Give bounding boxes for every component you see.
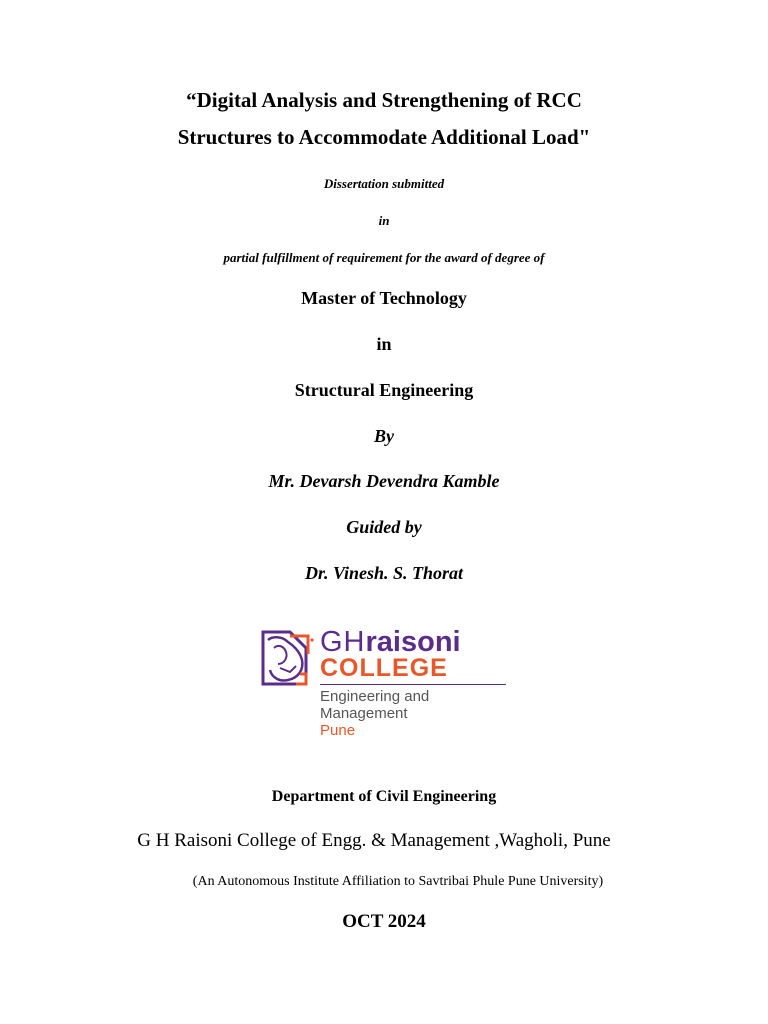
- degree-in: in: [376, 334, 392, 354]
- logo-gh: GH: [320, 626, 366, 658]
- submission-line-2: in: [378, 213, 390, 228]
- college-name: G H Raisoni College of Engg. & Management ,Wagholi, Pune: [137, 830, 611, 851]
- author-name: Mr. Devarsh Devendra Kamble: [268, 471, 500, 491]
- author-by: By: [374, 426, 394, 446]
- submission-line-3: partial fulfillment of requirement for the award of degree of: [223, 250, 545, 265]
- degree-name: Master of Technology: [301, 288, 467, 308]
- title-line-2: Structures to Accommodate Additional Load": [177, 125, 591, 149]
- logo-line-3: Pune: [320, 722, 356, 739]
- logo-college: COLLEGE: [320, 654, 448, 682]
- department: Department of Civil Engineering: [271, 788, 497, 805]
- logo-line-1: Engineering and: [320, 688, 430, 705]
- lion-emblem-icon: [260, 628, 316, 688]
- affiliation: (An Autonomous Institute Affiliation to Savtribai Phule Pune University): [192, 874, 604, 889]
- logo-divider: [320, 684, 506, 685]
- title-line-1: “Digital Analysis and Strengthening of RCC: [186, 88, 582, 112]
- submission-date: OCT 2024: [342, 911, 426, 932]
- logo-line-2: Management: [320, 705, 408, 722]
- submission-line-1: Dissertation submitted: [323, 176, 445, 191]
- logo-raisoni: raisoni: [365, 626, 461, 658]
- guide-name: Dr. Vinesh. S. Thorat: [304, 563, 464, 583]
- guide-label: Guided by: [346, 517, 422, 537]
- degree-branch: Structural Engineering: [294, 380, 474, 400]
- college-logo: [258, 624, 514, 740]
